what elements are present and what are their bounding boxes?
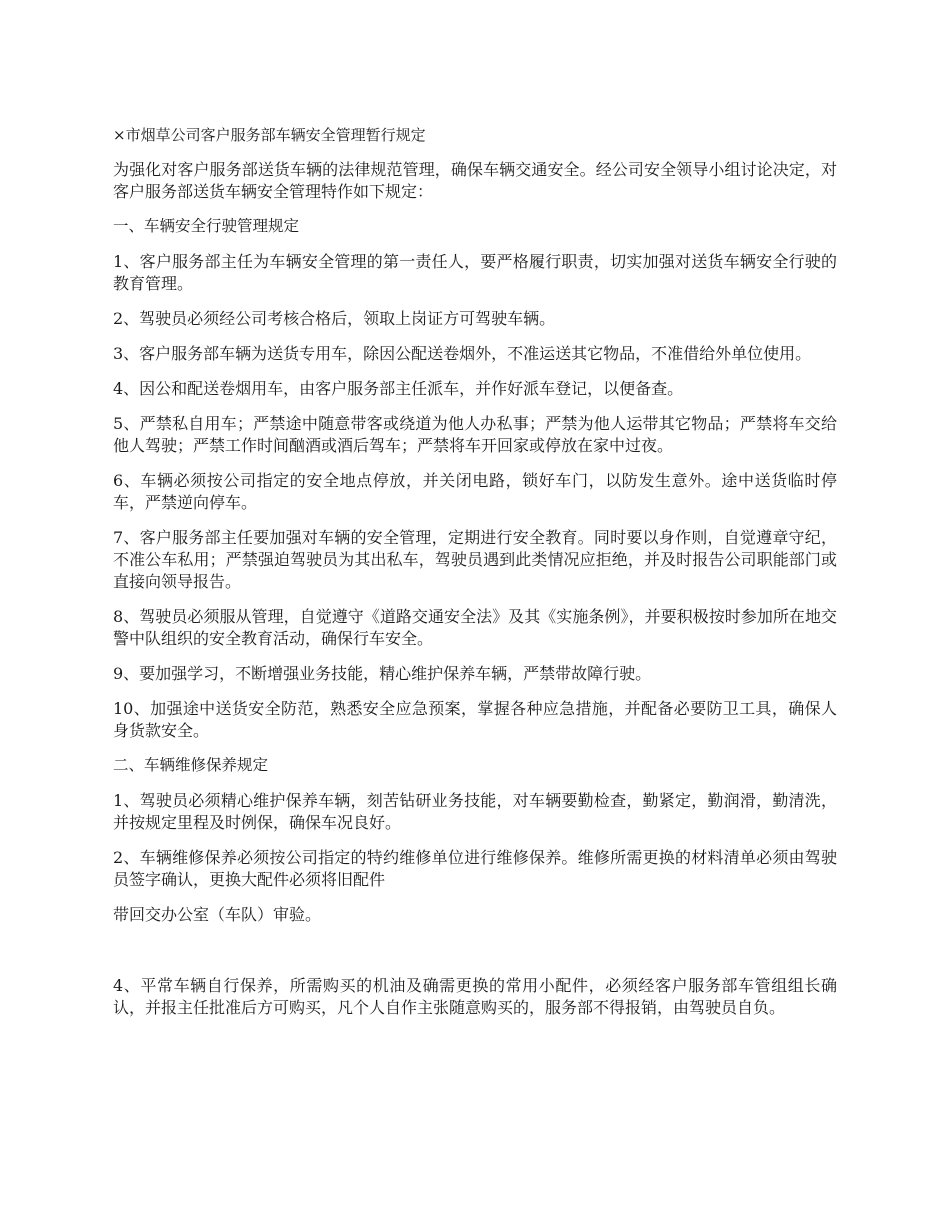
document-page (113, 125, 837, 1032)
driving-rule-1: 1、客户服务部主任为车辆安全管理的第一责任人，要严格履行职责，切实加强对送货车辆安全行驶的教育管理。 (113, 252, 837, 293)
driving-rule-7: 7、客户服务部主任要加强对车辆的安全管理，定期进行安全教育。同时要以身作则，自觉遵章守纪，不准公车私用；严禁强迫驾驶员为其出私车，驾驶员遇到此类情况应拒绝，并及时报告公司职能部门或直接向领导报告。 (113, 528, 837, 591)
driving-rule-9: 9、要加强学习，不断增强业务技能，精心维护保养车辆，严禁带故障行驶。 (113, 664, 652, 683)
driving-rule-4: 4、因公和配送卷烟用车，由客户服务部主任派车，并作好派车登记，以便备查。 (113, 379, 684, 398)
driving-rule-6: 6、车辆必须按公司指定的安全地点停放，并关闭电路，锁好车门，以防发生意外。途中送货临时停车，严禁逆向停车。 (113, 471, 837, 512)
maintenance-rule-4: 4、平常车辆自行保养，所需购买的机油及确需更换的常用小配件，必须经客户服务部车管组组长确认，并报主任批准后方可购买，凡个人自作主张随意购买的，服务部不得报销，由驾驶员自负。 (113, 976, 837, 1017)
maintenance-rule-2-continued: 带回交办公室（车队）审验。 (113, 905, 322, 924)
driving-rule-3: 3、客户服务部车辆为送货专用车，除因公配送卷烟外，不准运送其它物品，不准借给外单位使用。 (113, 344, 812, 363)
driving-rule-10: 10、加强途中送货安全防范，熟悉安全应急预案，掌握各种应急措施，并配备必要防卫工具，确保人身货款安全。 (113, 699, 837, 740)
maintenance-rule-2: 2、车辆维修保养必须按公司指定的特约维修单位进行维修保养。维修所需更换的材料清单必须由驾驶员签字确认，更换大配件必须将旧配件 (113, 848, 837, 889)
section-heading-maintenance: 二、车辆维修保养规定 (113, 756, 269, 774)
blank-gap (113, 939, 837, 975)
driving-rule-5: 5、严禁私自用车；严禁途中随意带客或绕道为他人办私事；严禁为他人运带其它物品；严禁将车交给他人驾驶；严禁工作时间酗酒或酒后驾车；严禁将车开回家或停放在家中过夜。 (113, 414, 837, 455)
section-heading-driving-safety: 一、车辆安全行驶管理规定 (113, 217, 300, 235)
intro-paragraph: 为强化对客户服务部送货车辆的法律规范管理，确保车辆交通安全。经公司安全领导小组讨论决定，对客户服务部送货车辆安全管理特作如下规定： (113, 160, 837, 201)
driving-rule-8: 8、驾驶员必须服从管理，自觉遵守《道路交通安全法》及其《实施条例》，并要积极按时参加所在地交警中队组织的安全教育活动，确保行车安全。 (113, 607, 837, 648)
document-title: ×市烟草公司客户服务部车辆安全管理暂行规定 (113, 126, 426, 144)
maintenance-rule-1: 1、驾驶员必须精心维护保养车辆，刻苦钻研业务技能，对车辆要勤检查，勤紧定，勤润滑，勤清洗，并按规定里程及时例保，确保车况良好。 (113, 791, 837, 832)
driving-rule-2: 2、驾驶员必须经公司考核合格后，领取上岗证方可驾驶车辆。 (113, 309, 556, 328)
